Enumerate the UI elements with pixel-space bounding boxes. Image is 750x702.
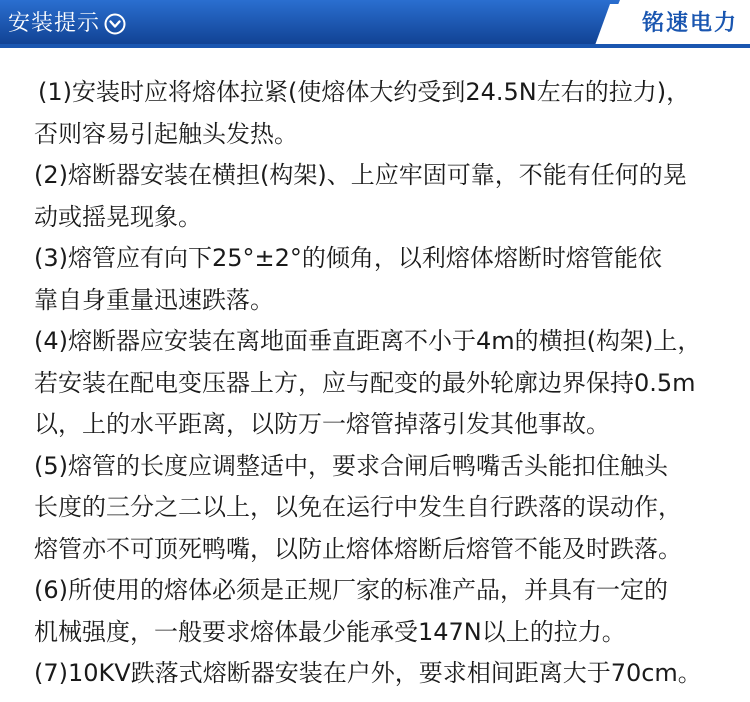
section-header [0, 0, 750, 48]
note-line: 动或摇晃现象。 [34, 202, 202, 231]
note-line: (4)熔断器应安装在离地面垂直距离不小于4m的横担(构架)上， [34, 327, 702, 355]
note-line: 熔管亦不可顶死鸭嘴，以防止熔体熔断后熔管不能及时跌落。 [34, 534, 682, 563]
note-line: 靠自身重量迅速跌落。 [34, 285, 274, 314]
note-line: (6)所使用的熔体必须是正规厂家的标准产品，并具有一定的 [34, 576, 668, 604]
installation-notes [34, 72, 724, 695]
note-line: 若安装在配电变压器上方，应与配变的最外轮廓边界保持0.5m [34, 368, 696, 397]
header-title: 安装提示 [8, 11, 101, 36]
note-line: 机械强度，一般要求熔体最少能承受147N以上的拉力。 [34, 617, 626, 646]
header-title-group [8, 12, 126, 36]
note-line: (3)熔管应有向下25°±2°的倾角，以利熔体熔断时熔管能依 [34, 244, 662, 272]
brand-name: 铭速电力 [641, 11, 738, 36]
note-line: (1)安装时应将熔体拉紧(使熔体大约受到24.5N左右的拉力)， [38, 78, 691, 106]
note-line: (5)熔管的长度应调整适中，要求合闸后鸭嘴舌头能扣住触头 [34, 451, 668, 480]
note-line: 长度的三分之二以上，以免在运行中发生自行跌落的误动作， [34, 493, 682, 521]
chevron-down-circle-icon[interactable] [104, 13, 126, 35]
note-line: (7)10KV跌落式熔断器安装在户外，要求相间距离大于70cm。 [34, 659, 702, 687]
note-line: 以，上的水平距离，以防万一熔管掉落引发其他事故。 [34, 410, 610, 438]
note-line: 否则容易引起触头发热。 [34, 119, 298, 148]
note-line: (2)熔断器安装在横担(构架)、上应牢固可靠，不能有任何的晃 [34, 161, 687, 189]
